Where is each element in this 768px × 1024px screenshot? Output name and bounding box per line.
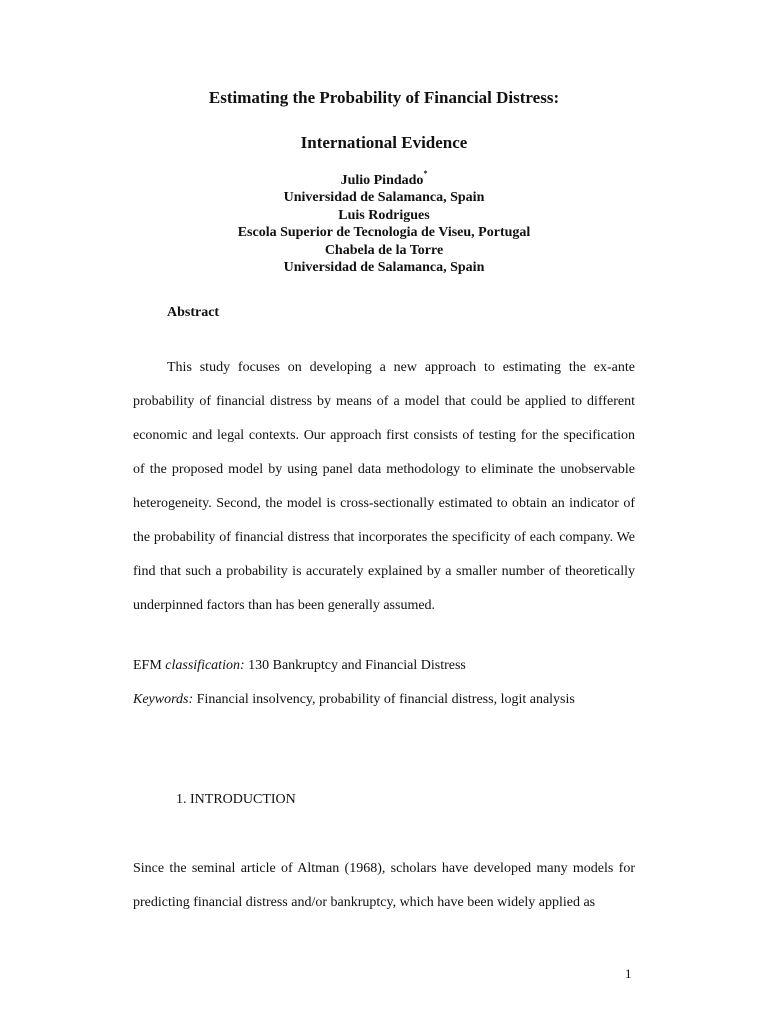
author-name-text: Julio Pindado: [340, 173, 424, 188]
abstract-text: This study focuses on developing a new approach to estimating the ex-ante probability of financial distress by means of a model that could be applied to different economic and legal contexts. Our approach first consists of testing for the specification of the proposed model by using panel data methodology to eliminate the unobservable heterogeneity. Second, the model is cross-sectionally estimated to obtain an indicator of the probability of financial distress that incorporates the specificity of each company. We find that such a probability is accurately explained by a smaller number of theoretically underpinned factors than has been generally assumed.: [133, 360, 635, 613]
classification-line: [133, 657, 466, 674]
author-name: Chabela de la Torre: [324, 242, 444, 258]
section-heading-introduction: 1. INTRODUCTION: [176, 792, 296, 807]
classification-label: classification:: [165, 658, 245, 673]
author-name: Luis Rodrigues: [338, 207, 430, 223]
page-number: 1: [625, 966, 632, 981]
abstract-heading: Abstract: [167, 305, 220, 320]
keywords-value: Financial insolvency, probability of financial distress, logit analysis: [193, 692, 575, 707]
paper-subtitle: International Evidence: [300, 133, 468, 152]
author-name: [0, 169, 768, 189]
paper-title: Estimating the Probability of Financial Distress:: [208, 88, 560, 107]
author-affiliation: Escola Superior de Tecnologia de Viseu, Portugal: [237, 225, 531, 241]
classification-prefix: EFM: [133, 658, 166, 673]
author-block: [0, 169, 768, 276]
footnote-marker: *: [423, 169, 428, 179]
classification-value: 130 Bankruptcy and Financial Distress: [244, 658, 466, 673]
author-affiliation: Universidad de Salamanca, Spain: [283, 190, 485, 206]
author-affiliation: Universidad de Salamanca, Spain: [283, 260, 485, 276]
introduction-text: Since the seminal article of Altman (1968), scholars have developed many models for predicting financial distress and/or bankruptcy, which have been widely applied as: [133, 861, 635, 910]
keywords-label: Keywords:: [133, 692, 194, 707]
keywords-line: [133, 691, 575, 708]
